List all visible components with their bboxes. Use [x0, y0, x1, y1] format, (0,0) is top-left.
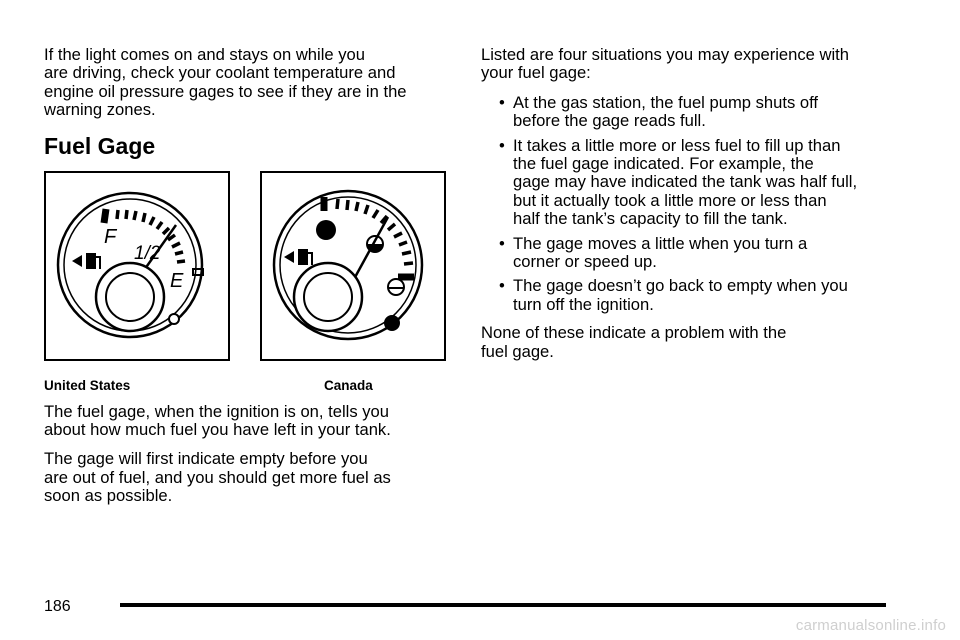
list-item-text: The gage moves a little when you turn a corner or speed up. [513, 233, 808, 272]
list-item [481, 277, 901, 314]
bullet-icon: • [499, 276, 505, 296]
empty-dot-icon [384, 315, 400, 331]
us-fuel-gage-illustration [46, 173, 228, 359]
us-figure-caption: United States [44, 378, 131, 393]
page-number: 186 [44, 598, 71, 615]
canada-figure-caption: Canada [324, 378, 373, 393]
us-gage-full-label: F [104, 225, 117, 248]
us-gage-half-label: 1/2 [134, 242, 161, 264]
canada-fuel-gage-figure [260, 171, 446, 361]
right-column [481, 46, 901, 372]
list-item [481, 94, 901, 131]
section-heading: Fuel Gage [44, 132, 156, 159]
footer-rule [120, 603, 886, 607]
list-item [481, 235, 901, 272]
watermark: carmanualsonline.info [795, 617, 946, 634]
list-item-text: It takes a little more or less fuel to fill up than the fuel gage indicated. For example, the gage may have indicated the tank was half full, but it actually took a little more or less than half the tank’s capacity to fill the tank. [513, 135, 858, 229]
full-dot-icon [316, 220, 336, 240]
closing-paragraph: None of these indicate a problem with the fuel gage. [481, 323, 787, 361]
bullet-icon: • [499, 92, 505, 112]
list-item-text: At the gas station, the fuel pump shuts off before the gage reads full. [513, 92, 819, 131]
us-fuel-gage-figure [44, 171, 230, 361]
left-column [44, 46, 442, 517]
intro-paragraph: If the light comes on and stays on while you are driving, check your coolant temperature and engine oil pressure gages to see if they are in the warning zones. [44, 45, 407, 120]
body-paragraph-2: The gage will first indicate empty before you are out of fuel, and you should get more fuel as soon as possible. [44, 449, 391, 506]
situations-list [481, 94, 901, 314]
canada-fuel-gage-illustration [262, 173, 444, 359]
body-paragraph-1: The fuel gage, when the ignition is on, tells you about how much fuel you have left in your tank. [44, 401, 391, 440]
us-gage-indicator-lamp [169, 314, 179, 324]
list-item [481, 137, 901, 229]
bullet-icon: • [499, 135, 505, 155]
fuel-gage-figures [44, 171, 448, 395]
situations-intro: Listed are four situations you may experience with your fuel gage: [481, 45, 850, 83]
bullet-icon: • [499, 233, 505, 253]
list-item-text: The gage doesn’t go back to empty when you turn off the ignition. [513, 276, 848, 314]
us-gage-empty-label: E [170, 269, 184, 292]
